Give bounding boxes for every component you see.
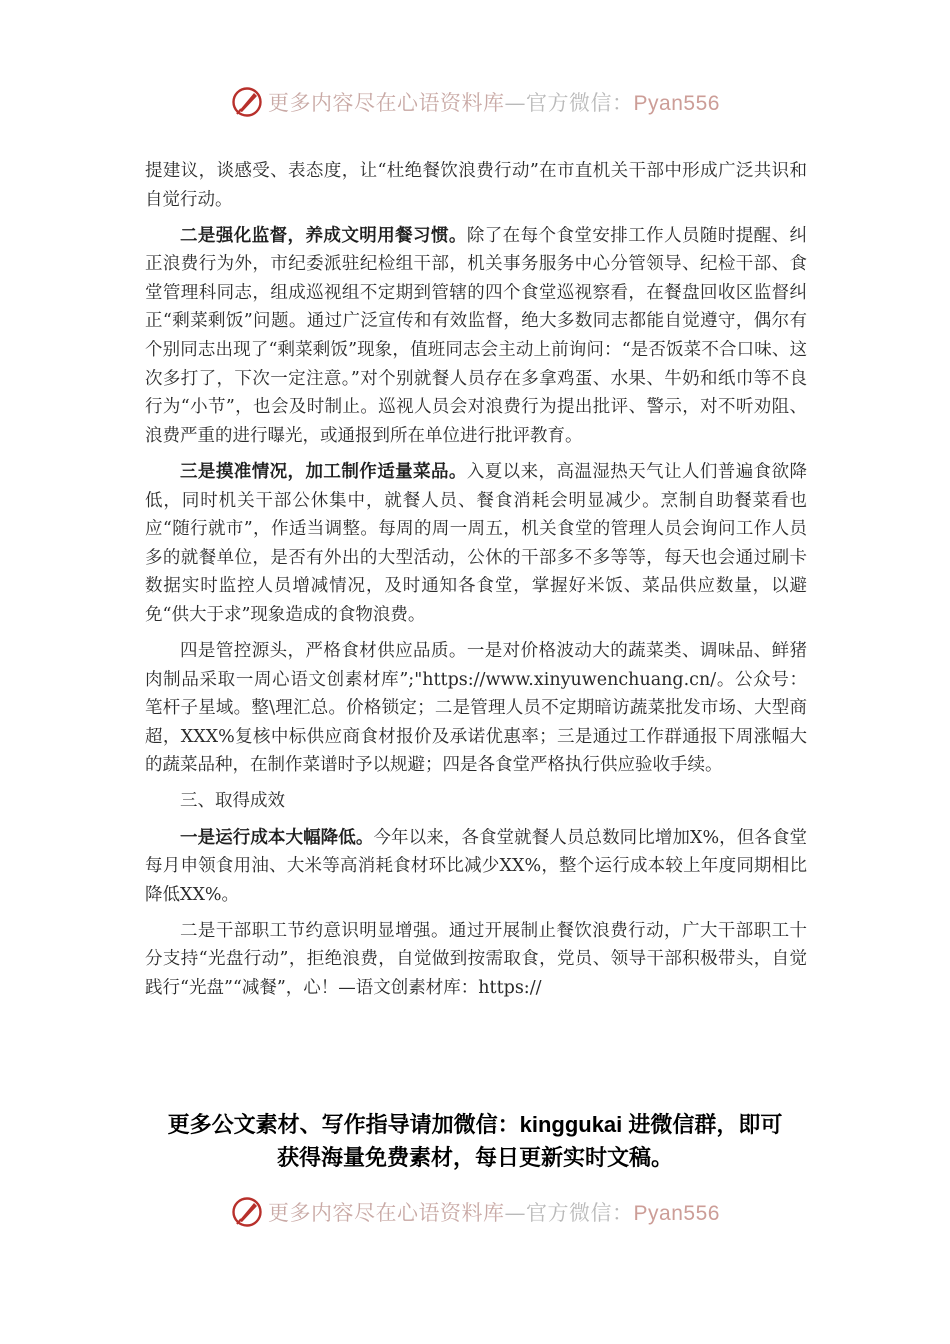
quill-logo-icon: [230, 85, 264, 119]
promo-notice: [0, 1108, 950, 1174]
paragraph: 提建议，谈感受、表态度，让“杜绝餐饮浪费行动”在市直机关干部中形成广泛共识和自觉行动。: [145, 161, 807, 210]
footer-banner: [0, 1190, 950, 1234]
promo-line-1: 更多公文素材、写作指导请加微信：kinggukai 进微信群，即可: [167, 1112, 783, 1137]
quill-logo-icon: [230, 1195, 264, 1229]
banner-text: 更多内容尽在心语资料库—官方微信：Pyan556: [268, 91, 720, 115]
document-body: [145, 157, 807, 1010]
paragraph: 三是摸准情况，加工制作适量菜品。入夏以来，高温湿热天气让人们普遍食欲降低，同时机关干部公休集中，就餐人员、餐食消耗会明显减少。烹制自助餐菜看也应“随行就市”，作适当调整。每周的周一周五，机关食堂的管理人员会询问工作人员多的就餐单位，是否有外出的大型活动，公休的干部多不多等等，每天也会通过刷卡数据实时监控人员增减情况，及时通知各食堂，掌握好米饭、菜品供应数量，以避免“供大于求”现象造成的食物浪费。: [145, 461, 808, 625]
banner-text: 更多内容尽在心语资料库—官方微信：Pyan556: [268, 1201, 720, 1225]
paragraph: 二是强化监督，养成文明用餐习惯。除了在每个食堂安排工作人员随时提醒、纠正浪费行为外，市纪委派驻纪检组干部，机关事务服务中心分管领导、纪检干部、食堂管理科同志，组成巡视组不定期到管辖的四个食堂巡视察看，在餐盘回收区监督纠正“剩菜剩饭”问题。通过广泛宣传和有效监督，绝大多数同志都能自觉遵守，偶尔有个别同志出现了“剩菜剩饭”现象，值班同志会主动上前询问：“是否饭菜不合口味、这次多打了，下次一定注意。”对个别就餐人员存在多拿鸡蛋、水果、牛奶和纸巾等不良行为“小节”，也会及时制止。巡视人员会对浪费行为提出批评、警示，对不听劝阻、浪费严重的进行曝光，或通报到所在单位进行批评教育。: [145, 225, 808, 446]
paragraph: 四是管控源头，严格食材供应品质。一是对价格波动大的蔬菜类、调味品、鲜猪肉制品采取一周心语文创素材库”;"https://www.xinyuwenchuang.cn/。公众号：笔杆子星域。整\理汇总。价格锁定；二是管理人员不定期暗访蔬菜批发市场、大型商超，XXX%复核中标供应商食材报价及承诺优惠率；三是通过工作群通报下周涨幅大的蔬菜品种，在制作菜谱时予以规避；四是各食堂严格执行供应验收手续。: [145, 641, 807, 776]
promo-line-2: 获得海量免费素材，每日更新实时文稿。: [276, 1145, 673, 1170]
paragraph: 一是运行成本大幅降低。今年以来，各食堂就餐人员总数同比增加X%，但各食堂每月申领食用油、大米等高消耗食材环比减少XX%，整个运行成本较上年度同期相比降低XX%。: [145, 827, 808, 905]
section-heading: 三、取得成效: [180, 791, 285, 812]
paragraph: 二是干部职工节约意识明显增强。通过开展制止餐饮浪费行动，广大干部职工十分支持“光盘行动”，拒绝浪费，自觉做到按需取食，党员、领导干部积极带头，自觉践行“光盘”“减餐”，心！—语文创素材库：https://: [145, 920, 807, 999]
header-banner: [0, 80, 950, 124]
